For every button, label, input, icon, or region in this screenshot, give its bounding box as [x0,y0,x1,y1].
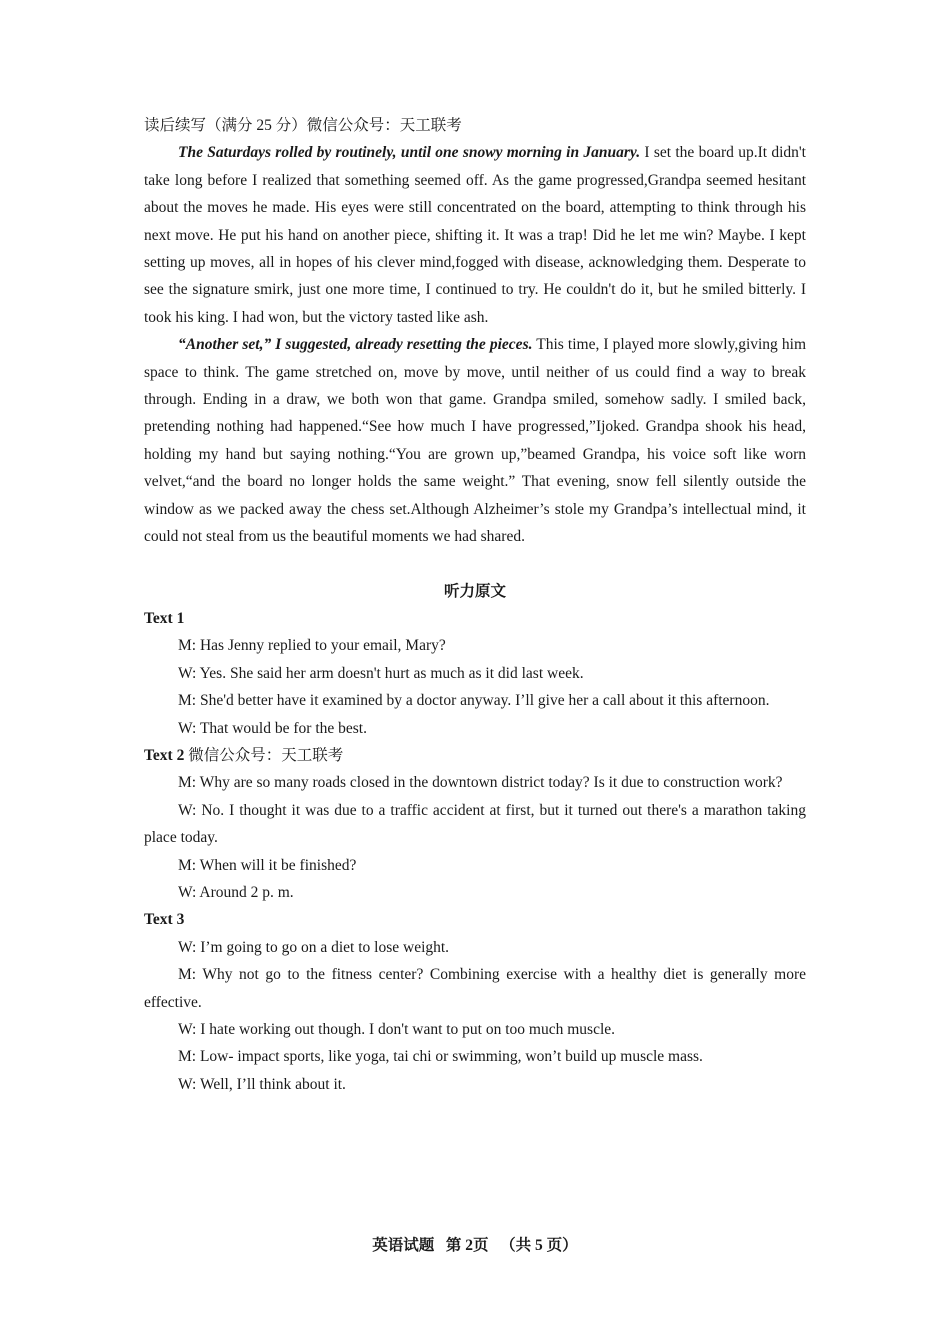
text-1-label: Text 1 [144,609,185,627]
text-3-label: Text 3 [144,911,185,929]
listening-title: 听力原文 [443,582,506,600]
document-page [144,112,806,1098]
paragraph-1-lead: The Saturdays rolled by routinely, until one snowy morning in January. [178,144,641,162]
section-gap [144,551,806,578]
text-1-line: W: That would be for the best. [178,719,367,737]
continuation-paragraph-1 [144,139,806,331]
paragraph-2-body: This time, I played more slowly,giving him space to think. The game stretched on, move by move, until neither of us could find a way to break through. Ending in a draw, we both won that game. Grandpa smiled, somehow sadly. I smiled back, pretending nothing had happened.“See how much I have progressed,”Ijoked. Grandpa shook his head, holding my hand but saying nothing.“You are grown up,”beamed Grandpa, his voice soft like worn velvet,“and the board no longer holds the same weight.” That evening, snow fell silently outside the window as we packed away the chess set.Although Alzheimer’s stole my Grandpa’s intellectual mind, it could not steal from us the beautiful moments we had shared. [144,336,806,546]
text-2-line: M: Why are so many roads closed in the downtown district today? Is it due to construction work? [178,774,783,792]
text-2-line: W: No. I thought it was due to a traffic accident at first, but it turned out there's a marathon taking place today. [144,801,806,847]
text-2-label: Text 2 [144,746,185,764]
text-1-line: M: Has Jenny replied to your email, Mary? [178,637,446,655]
text-2-label-suffix: 微信公众号：天工联考 [184,746,344,764]
page-number: 英语试题 第 2页 （共 5 页） [372,1237,578,1254]
text-2-label-row [144,742,806,769]
text-3-line: W: Well, I’ll think about it. [178,1075,346,1093]
text-1-line: M: She'd better have it examined by a doctor anyway. I’ll give her a call about it this afternoon. [178,692,770,710]
page-footer [0,1233,950,1255]
text-1-line: W: Yes. She said her arm doesn't hurt as much as it did last week. [178,664,584,682]
text-3-line: W: I’m going to go on a diet to lose weight. [178,938,450,956]
text-3-line: W: I hate working out though. I don't want to put on too much muscle. [178,1021,616,1038]
paragraph-1-body: I set the board up.It didn't take long before I realized that something seemed off. As the game progressed,Grandpa seemed hesitant about the moves he made. His eyes were still concentrated on the board, attempting to think through his next move. He put his hand on another piece, shifting it. It was a trap! Did he let me win? Maybe. I kept setting up moves, all in hopes of his clever mind,fogged with disease, acknowledging them. Desperate to see the signature smirk, just one more time, I continued to try. He couldn't do it, but he smiled bitterly. I took his king. I had won, but the victory tasted like ash. [144,144,806,326]
text-2-line: M: When will it be finished? [178,856,357,874]
text-3-line: M: Low- impact sports, like yoga, tai chi or swimming, won’t build up muscle mass. [178,1048,703,1066]
paragraph-2-lead: “Another set,” I suggested, already resetting the pieces. [178,336,533,354]
continuation-paragraph-2 [144,331,806,550]
continuation-heading: 读后续写（满分 25 分）微信公众号：天工联考 [144,117,462,134]
text-3-line: M: Why not go to the fitness center? Combining exercise with a healthy diet is generally more effective. [144,966,806,1011]
text-2-line: W: Around 2 p. m. [178,883,294,901]
